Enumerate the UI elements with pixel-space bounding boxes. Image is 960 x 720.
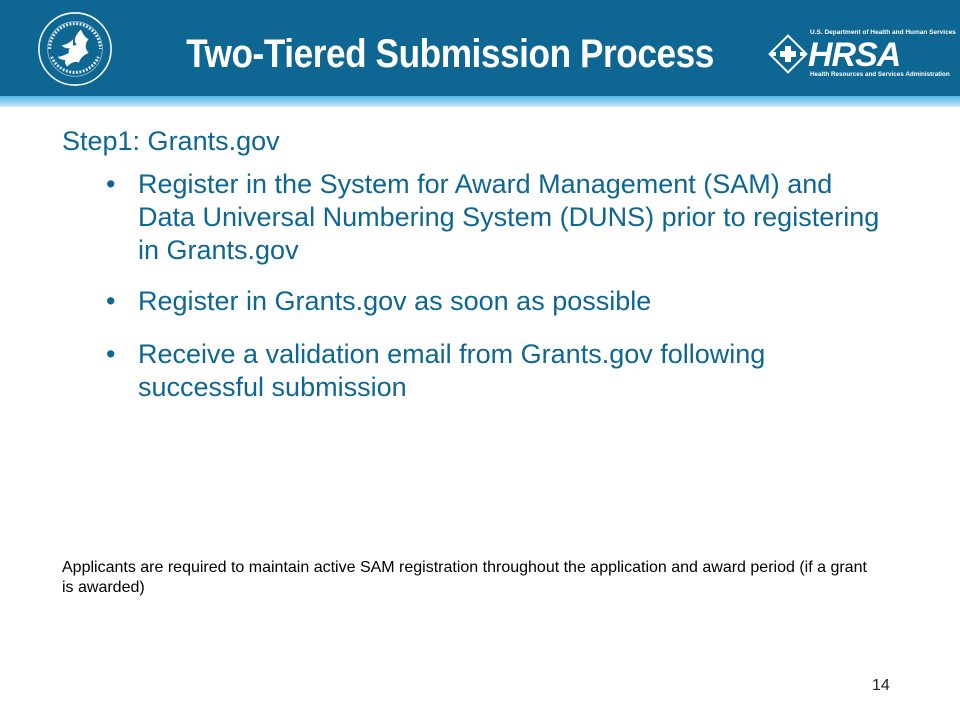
page-title: Two-Tiered Submission Process [186,32,714,76]
hrsa-org-line: U.S. Department of Health and Human Services [810,29,956,36]
header-band [0,0,960,96]
bullet-list [106,168,896,404]
list-item [106,338,896,404]
footer-note: Applicants are required to maintain active SAM registration throughout the application and award period (if a grant is awarded) [62,559,867,596]
bullet-marker: • [106,286,116,316]
bullet-text: Register in Grants.gov as soon as possible [138,286,652,316]
hrsa-subtitle: Health Resources and Services Administration [810,71,950,78]
page-number: 14 [872,677,890,694]
bullet-marker: • [106,169,116,199]
header-divider [0,96,960,107]
hhs-seal-icon [36,10,114,88]
hrsa-logo-icon [772,24,956,80]
bullet-text: Register in the System for Award Management (SAM) and Data Universal Numbering System (DUNS) prior to registering in Grants.gov [138,169,880,265]
hrsa-wordmark: HRSA [808,36,901,74]
step-heading: Step1: Grants.gov [62,126,280,156]
list-item [106,168,896,267]
bullet-text: Receive a validation email from Grants.gov following successful submission [138,339,766,402]
list-item [106,285,896,318]
bullet-marker: • [106,339,116,369]
